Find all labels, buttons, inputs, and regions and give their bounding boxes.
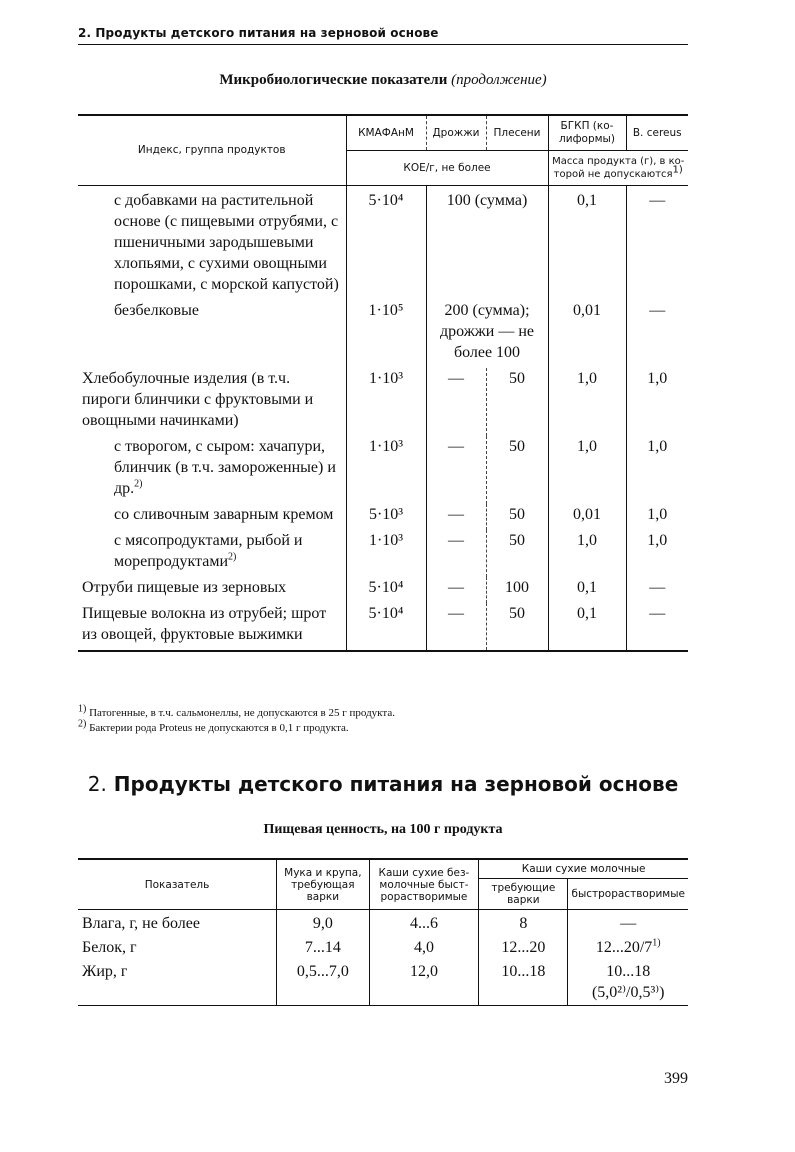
row-yeast: —: [426, 436, 486, 504]
row-kmafanm: 1·10³: [346, 530, 426, 577]
header-mold: Плесени: [486, 115, 548, 151]
table-row: [78, 936, 688, 960]
nutrition-table: [78, 858, 688, 1006]
header-yeast: Дрожжи: [426, 115, 486, 151]
table-row: [78, 300, 688, 368]
row-yeast: —: [426, 530, 486, 577]
header-mass: Масса продукта (г), в ко- торой не допускаются1): [548, 151, 688, 186]
header-mass-sup: 1): [672, 164, 683, 176]
row-mold: 50: [486, 368, 548, 436]
row-mold: 50: [486, 504, 548, 530]
row-footnote-mark: 1): [652, 937, 661, 949]
row-bgkp: 0,01: [548, 300, 626, 368]
row-bgkp: 1,0: [548, 530, 626, 577]
row-needs-cooking: 10...18: [479, 960, 568, 1006]
row-dairyfree: 4...6: [369, 910, 479, 937]
row-bgkp: 0,1: [548, 186, 626, 301]
row-yeast-mold-sum: 100 (сумма): [426, 186, 548, 301]
table-row: [78, 504, 688, 530]
row-footnote-mark: 2): [134, 478, 143, 490]
header-dry-milk: Каши сухие молочные: [479, 859, 688, 879]
row-bcereus: —: [626, 577, 688, 603]
row-kmafanm: 5·10⁴: [346, 603, 426, 651]
row-flour: 9,0: [277, 910, 370, 937]
row-kmafanm: 1·10³: [346, 436, 426, 504]
row-bgkp: 0,1: [548, 603, 626, 651]
row-yeast-mold-sum: 200 (сумма); дрожжи — не более 100: [426, 300, 548, 368]
row-dairyfree: 12,0: [369, 960, 479, 1006]
row-name: Белок, г: [82, 939, 137, 956]
table1-caption-title: Микробиологические показатели: [219, 72, 448, 88]
row-kmafanm: 1·10⁵: [346, 300, 426, 368]
row-name: с творогом, с сыром: хачапури, блинчик (в т.ч. замороженные) и др.$^{2)}$: [114, 438, 336, 497]
header-koe: КОЕ/г, не более: [346, 151, 548, 186]
row-name: Жир, г: [82, 963, 128, 980]
row-kmafanm: 1·10³: [346, 368, 426, 436]
row-instant: —: [568, 910, 688, 937]
footnotes: [78, 703, 688, 736]
table1-caption-cont: (продолжение): [451, 72, 547, 88]
row-name: безбелковые: [114, 302, 199, 319]
row-flour: 0,5...7,0: [277, 960, 370, 1006]
row-flour: 7...14: [277, 936, 370, 960]
table-row: [78, 960, 688, 1006]
table-row: [78, 436, 688, 504]
section-title: [78, 772, 688, 796]
page-number: 399: [664, 1070, 688, 1087]
header-index-group: Индекс, группа продуктов: [78, 115, 346, 186]
row-bcereus: —: [626, 186, 688, 301]
row-bcereus: —: [626, 300, 688, 368]
row-needs-cooking: 8: [479, 910, 568, 937]
row-name: с добавками на растительной основе (с пищевыми отрубями, с пшеничными зародышевыми хлопьями, с сухими овощными порошками, с морской капустой): [114, 192, 339, 293]
row-bcereus: 1,0: [626, 368, 688, 436]
header-bgkp: БГКП (ко- лиформы): [548, 115, 626, 151]
row-mold: 100: [486, 577, 548, 603]
row-bgkp: 0,1: [548, 577, 626, 603]
footnote-1: 1) Патогенные, в т.ч. сальмонеллы, не допускаются в 25 г продукта.: [78, 703, 395, 719]
footnote-2: 2) Бактерии рода Proteus не допускаются в 0,1 г продукта.: [78, 718, 349, 734]
header-instant: быстрорастворимые: [568, 879, 688, 910]
microbiology-table: [78, 114, 688, 652]
running-head: 2. Продукты детского питания на зерновой основе: [78, 26, 688, 45]
row-bcereus: 1,0: [626, 530, 688, 577]
table-row: [78, 186, 688, 301]
row-kmafanm: 5·10⁴: [346, 577, 426, 603]
header-dry-dairyfree: Каши сухие без-молочные быст-рорастворимые: [369, 859, 479, 910]
row-bcereus: 1,0: [626, 436, 688, 504]
header-indicator: Показатель: [78, 859, 277, 910]
row-kmafanm: 5·10³: [346, 504, 426, 530]
table-row: [78, 530, 688, 577]
row-bgkp: 0,01: [548, 504, 626, 530]
row-bcereus: —: [626, 603, 688, 651]
row-mold: 50: [486, 530, 548, 577]
header-needs-cooking: требующие варки: [479, 879, 568, 910]
row-footnote-mark: 2): [228, 551, 237, 563]
row-bcereus: 1,0: [626, 504, 688, 530]
header-kmafanm: КМАФАнМ: [346, 115, 426, 151]
header-bcereus: B. cereus: [626, 115, 688, 151]
row-kmafanm: 5·10⁴: [346, 186, 426, 301]
row-instant: 12...20/7$^{1)}$: [568, 936, 688, 960]
row-name: Влага, г, не более: [82, 915, 200, 932]
row-name: Пищевые волокна из отрубей; шрот из овощей, фруктовые выжимки: [82, 605, 327, 643]
row-dairyfree: 4,0: [369, 936, 479, 960]
header-flour: Мука и крупа, требующая варки: [277, 859, 370, 910]
row-bgkp: 1,0: [548, 436, 626, 504]
row-yeast: —: [426, 603, 486, 651]
row-yeast: —: [426, 504, 486, 530]
row-instant: 10...18 (5,0²⁾/0,5³⁾): [568, 960, 688, 1006]
section-number: 2.: [87, 772, 107, 796]
row-name: со сливочным заварным кремом: [114, 506, 334, 523]
table-row: [78, 603, 688, 651]
table-row: [78, 577, 688, 603]
row-name: с мясопродуктами, рыбой и морепродуктами$^{2)}$: [114, 532, 303, 570]
section-title-text: Продукты детского питания на зерновой основе: [113, 772, 679, 796]
row-bgkp: 1,0: [548, 368, 626, 436]
table-row: [78, 910, 688, 937]
row-yeast: —: [426, 368, 486, 436]
row-name: Хлебобулочные изделия (в т.ч. пироги блинчики с фруктовыми и овощными начинками): [82, 370, 314, 429]
row-instant-extra: (5,0²⁾/0,5³⁾): [591, 984, 665, 1001]
row-needs-cooking: 12...20: [479, 936, 568, 960]
table-row: [78, 368, 688, 436]
row-mold: 50: [486, 436, 548, 504]
row-name: Отруби пищевые из зерновых: [82, 579, 287, 596]
row-mold: 50: [486, 603, 548, 651]
table1-caption: [78, 72, 688, 89]
table2-caption: Пищевая ценность, на 100 г продукта: [263, 822, 503, 837]
row-yeast: —: [426, 577, 486, 603]
